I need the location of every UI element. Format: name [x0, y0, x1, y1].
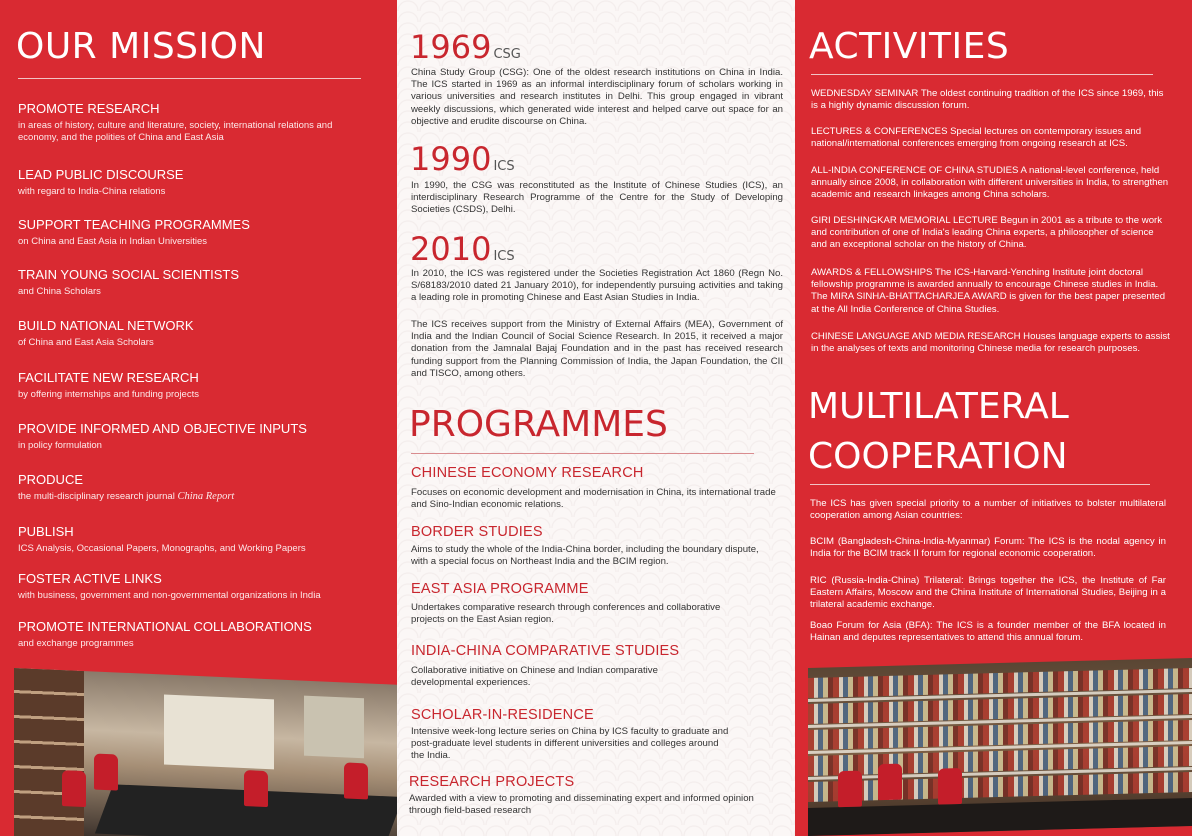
mission-item-text: and exchange programmes: [18, 638, 134, 649]
mission-item-text: ICS Analysis, Occasional Papers, Monographs, and Working Papers: [18, 543, 306, 554]
mission-item-heading: LEAD PUBLIC DISCOURSE: [18, 167, 184, 182]
programme-text: Aims to study the whole of the India-China border, including the boundary dispute, with a special focus on Northeast India and the BCIM region.: [411, 544, 759, 568]
mission-item-heading: SUPPORT TEACHING PROGRAMMES: [18, 217, 250, 232]
mission-title: [16, 26, 266, 67]
programme-text: Undertakes comparative research through conferences and collaborative projects on the East Asian region.: [411, 602, 721, 626]
mission-item: [18, 101, 368, 144]
mission-item-heading: BUILD NATIONAL NETWORK: [18, 318, 194, 333]
mission-item-text: with business, government and non-governmental organizations in India: [18, 590, 321, 601]
activities-title: ACTIVITIES: [809, 26, 1010, 67]
year-tag: CSG: [493, 47, 521, 62]
meeting-room-photo: [14, 668, 397, 836]
mission-item: [18, 217, 368, 248]
activity-item: AWARDS & FELLOWSHIPS The ICS-Harvard-Yenching Institute joint doctoral fellowship programme is awarded annually to encourage Chinese studies in India. The MIRA SINHA-BHATTACHARJEA AWARD is given for the best paper presented at the All India Conference of China Studies.: [811, 267, 1166, 315]
chair: [62, 770, 86, 807]
history-text: China Study Group (CSG): One of the oldest research institutions on China in India. The ICS started in 1969 as an informal interdisciplinary forum of scholars working in various universities and research institutes in Delhi. This group engaged in vibrant weekly discussions, which generated wide interest and helped carve out space for an objective and erudite discourse on China.: [411, 67, 783, 127]
journal-title: China Report: [177, 491, 235, 502]
support-text: The ICS receives support from the Ministry of External Affairs (MEA), Government of India and the Indian Council of Social Science Research. In 2015, it received a major donation from the Jamnalal Bajaj Foundation and in the past has received research funding support from the Planning Commission of India, the Japan Foundation, the CII and TISCO, among others.: [411, 319, 783, 379]
history-year: [410, 30, 521, 72]
activity-item: ALL-INDIA CONFERENCE OF CHINA STUDIES A national-level conference, held annually since 2008, in collaboration with different universities in India, to strengthen academic and research linkages among China scholars.: [811, 165, 1169, 201]
mission-item-heading: PROVIDE INFORMED AND OBJECTIVE INPUTS: [18, 421, 307, 436]
mission-title-rule: [18, 78, 361, 79]
year-tag: ICS: [493, 249, 515, 264]
mission-item-text: in policy formulation: [18, 440, 102, 451]
chair: [938, 768, 962, 805]
history-text: In 1990, the CSG was reconstituted as the Institute of Chinese Studies (ICS), an interdisciplinary Research Programme of the Centre for the Study of Developing Societies (CSDS), Delhi.: [411, 180, 783, 216]
window: [304, 696, 364, 759]
programmes-title-rule: [411, 453, 754, 454]
multilateral-title-line2: COOPERATION: [808, 436, 1068, 477]
library-photo: [808, 658, 1192, 836]
history-year: [410, 142, 515, 184]
programme-text: Awarded with a view to promoting and disseminating expert and informed opinion through field-based research: [409, 793, 754, 817]
mission-item-text: in areas of history, culture and literature, society, international relations and economy, and the polities of China and East Asia: [18, 120, 333, 143]
activity-item: CHINESE LANGUAGE AND MEDIA RESEARCH Houses language experts to assist in the analyses of texts and monitoring Chinese media for research purposes.: [811, 331, 1170, 355]
programme-text: Collaborative initiative on Chinese and Indian comparative developmental experiences.: [411, 665, 658, 689]
chair: [344, 762, 368, 799]
mission-item-heading: FOSTER ACTIVE LINKS: [18, 571, 162, 586]
mission-item-text: of China and East Asia Scholars: [18, 337, 154, 348]
activity-item: WEDNESDAY SEMINAR The oldest continuing tradition of the ICS since 1969, this is a highly dynamic discussion forum.: [811, 88, 1164, 112]
cooperation-item: BCIM (Bangladesh-China-India-Myanmar) Forum: The ICS is the nodal agency in India for the BCIM track II forum for regional economic cooperation.: [810, 536, 1166, 560]
year-number: 2010: [410, 230, 492, 268]
mission-item: [18, 524, 368, 555]
window: [164, 695, 274, 770]
mission-item-text: on China and East Asia in Indian Universities: [18, 236, 208, 247]
year-number: 1969: [410, 28, 492, 66]
year-number: 1990: [410, 140, 492, 178]
mission-item: [18, 167, 368, 198]
programme-heading: SCHOLAR-IN-RESIDENCE: [411, 707, 594, 723]
mission-item-text: with regard to India-China relations: [18, 186, 166, 197]
multilateral-title-line1: MULTILATERAL: [808, 386, 1069, 427]
mission-item-heading: PROMOTE RESEARCH: [18, 101, 160, 116]
programme-heading: BORDER STUDIES: [411, 524, 543, 540]
chair: [94, 753, 118, 790]
mission-item-heading: PROMOTE INTERNATIONAL COLLABORATIONS: [18, 619, 312, 634]
mission-item-heading: TRAIN YOUNG SOCIAL SCIENTISTS: [18, 267, 240, 282]
year-tag: ICS: [493, 159, 515, 174]
mission-item-heading: PUBLISH: [18, 524, 74, 539]
programme-text: Focuses on economic development and modernisation in China, its international trade and Sino-Indian economic relations.: [411, 487, 776, 511]
activity-item: LECTURES & CONFERENCES Special lectures on contemporary issues and national/international conferences emerging from ongoing research at ICS.: [811, 126, 1142, 150]
mission-item-text: [18, 491, 368, 503]
mission-title-part1: OUR: [16, 26, 98, 67]
mission-item: [18, 571, 368, 602]
mission-item-heading: FACILITATE NEW RESEARCH: [18, 370, 199, 385]
mission-title-part2: MISSION: [109, 26, 266, 67]
programme-heading: CHINESE ECONOMY RESEARCH: [411, 465, 644, 481]
cooperation-item: RIC (Russia-India-China) Trilateral: Brings together the ICS, the Institute of Far Eastern Affairs, Moscow and the China Institute of International Studies, Beijing in a trilateral academic exchange.: [810, 575, 1166, 611]
activities-title-rule: [811, 74, 1153, 75]
activity-item: GIRI DESHINGKAR MEMORIAL LECTURE Begun in 2001 as a tribute to the work and contribution of one of India's leading China experts, a philosopher of science and an exceptional scholar on the history of China.: [811, 215, 1163, 251]
mission-item: [18, 472, 368, 503]
mission-item: [18, 267, 368, 298]
mission-item-text-plain: the multi-disciplinary research journal: [18, 491, 175, 502]
mission-item: [18, 421, 368, 452]
programme-heading: INDIA-CHINA COMPARATIVE STUDIES: [411, 643, 680, 659]
programme-text: Intensive week-long lecture series on China by ICS faculty to graduate and post-graduate level students in different universities and colleges around the India.: [411, 726, 729, 762]
bookshelf: [14, 668, 84, 836]
cooperation-item: Boao Forum for Asia (BFA): The ICS is a founder member of the BFA located in Hainan and deputes representatives to attend this annual forum.: [810, 620, 1166, 644]
chair: [838, 771, 862, 808]
cooperation-item: The ICS has given special priority to a number of initiatives to bolster multilateral cooperation among Asian countries:: [810, 498, 1166, 522]
mission-item: [18, 619, 368, 650]
chair: [878, 764, 902, 801]
chair: [244, 770, 268, 807]
mission-item-text: by offering internships and funding projects: [18, 389, 199, 400]
multilateral-title-rule: [810, 484, 1150, 485]
history-text: In 2010, the ICS was registered under the Societies Registration Act 1860 (Regn No. S/68183/2010 dated 21 January 2010), for independently pursuing activities and taking a leading role in promoting Chinese and East Asian Studies in India.: [411, 268, 783, 304]
programme-heading: EAST ASIA PROGRAMME: [411, 581, 589, 597]
mission-item-text: and China Scholars: [18, 286, 101, 297]
mission-item-heading: PRODUCE: [18, 472, 84, 487]
mission-item: [18, 318, 368, 349]
mission-item: [18, 370, 368, 401]
programmes-title: PROGRAMMES: [409, 404, 668, 445]
programme-heading: RESEARCH PROJECTS: [409, 774, 575, 790]
